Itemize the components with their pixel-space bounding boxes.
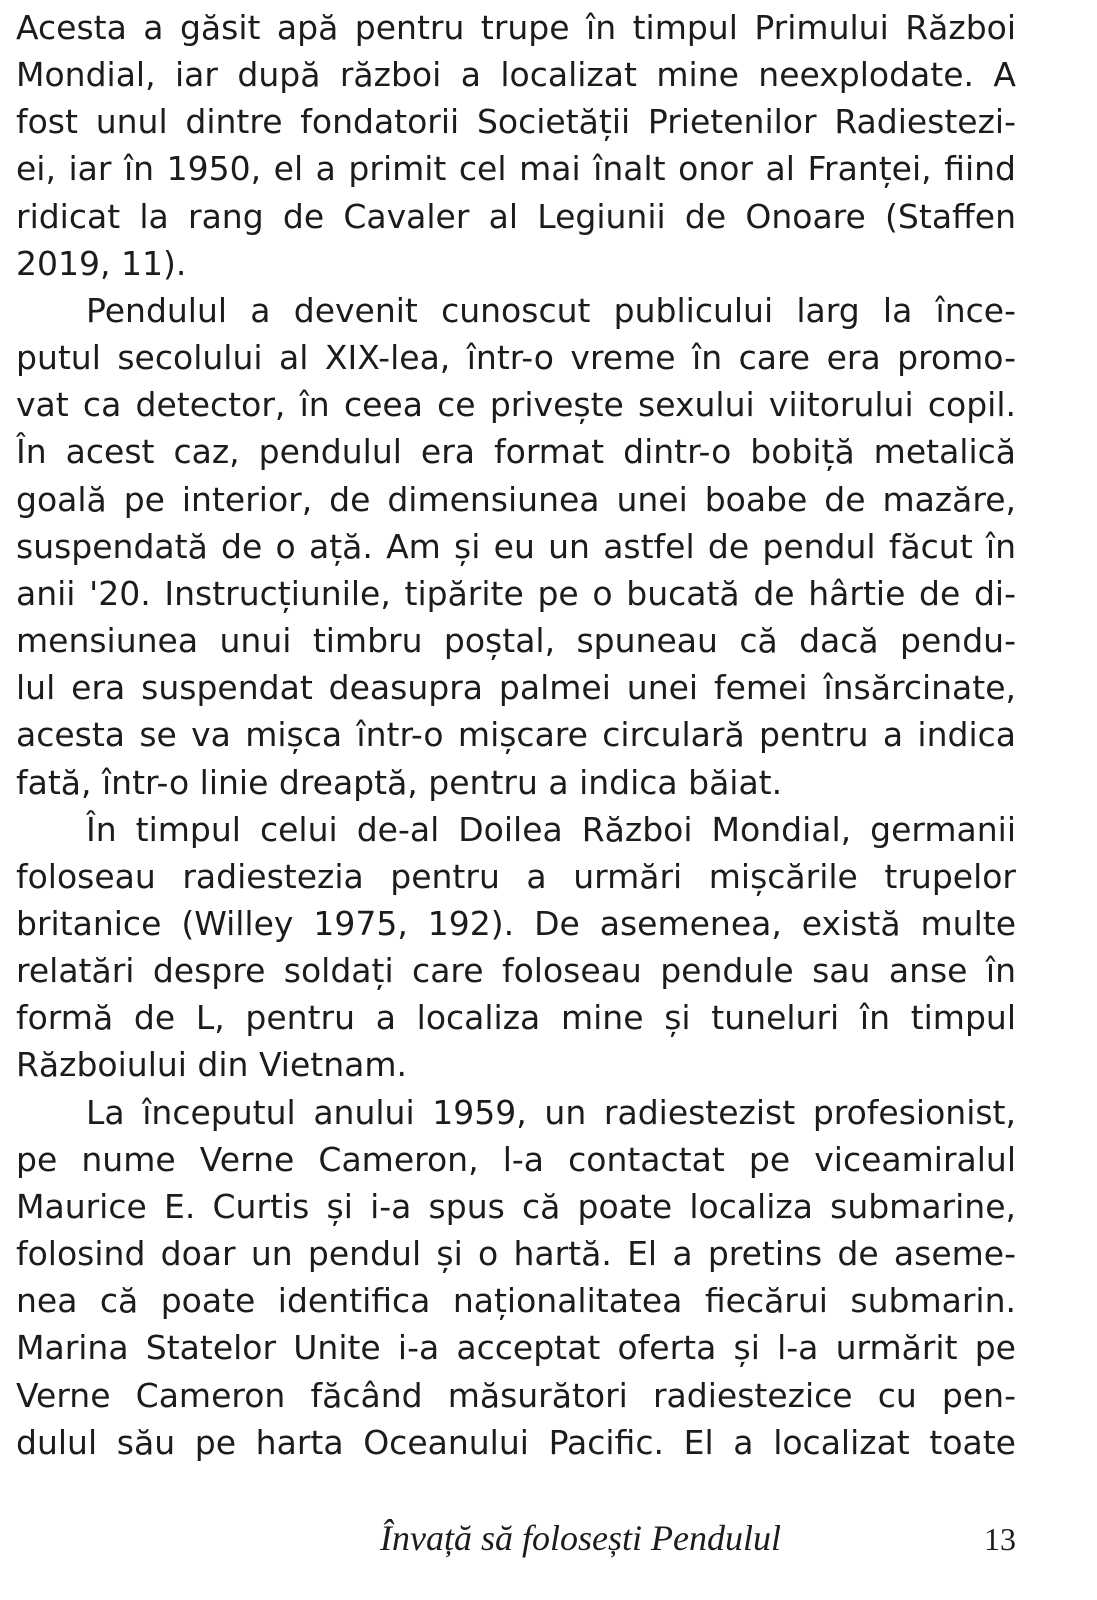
text-line: Mondial, iar după război a localizat mine neexplodate. A xyxy=(16,55,1016,95)
body-text xyxy=(16,4,1016,1466)
text-line: Verne Cameron făcând măsurători radiestezice cu pen- xyxy=(16,1375,1016,1415)
text-line: Războiului din Vietnam. xyxy=(16,1045,407,1085)
paragraph xyxy=(16,806,1016,1089)
text-line: folosind doar un pendul și o hartă. El a pretins de aseme- xyxy=(16,1234,1016,1274)
text-line: relatări despre soldați care foloseau pendule sau anse în xyxy=(16,951,1016,991)
text-line: Maurice E. Curtis și i-a spus că poate localiza submarine, xyxy=(16,1186,1016,1226)
text-line: dulul său pe harta Oceanului Pacific. El a localizat toate xyxy=(16,1422,1016,1462)
page-number: 13 xyxy=(984,1521,1016,1557)
text-line: ei, iar în 1950, el a primit cel mai înalt onor al Franței, fiind xyxy=(16,149,1016,189)
text-line: lul era suspendat deasupra palmei unei femei însărcinate, xyxy=(16,668,1016,708)
text-line: Pendulul a devenit cunoscut publicului larg la înce- xyxy=(86,290,1016,330)
paragraph xyxy=(16,287,1016,806)
paragraph xyxy=(16,1089,1016,1466)
text-line: acesta se va mișca într-o mișcare circulară pentru a indica xyxy=(16,715,1016,755)
text-line: Acesta a găsit apă pentru trupe în timpul Primului Război xyxy=(16,8,1016,47)
text-line: pe nume Verne Cameron, l-a contactat pe viceamiralul xyxy=(16,1139,1016,1179)
text-line: formă de L, pentru a localiza mine și tuneluri în timpul xyxy=(16,998,1016,1038)
text-line: anii '20. Instrucțiunile, tipărite pe o bucată de hârtie de di- xyxy=(16,573,1016,613)
text-line: suspendată de o ață. Am și eu un astfel de pendul făcut în xyxy=(16,526,1016,566)
text-line: La începutul anului 1959, un radiestezist profesionist, xyxy=(86,1092,1016,1132)
text-line: În acest caz, pendulul era format dintr-o bobiță metalică xyxy=(16,432,1016,472)
text-line: putul secolului al XIX-lea, într-o vreme în care era promo- xyxy=(16,338,1016,378)
text-line: În timpul celui de-al Doilea Război Mondial, germanii xyxy=(86,809,1016,849)
text-line: fată, într-o linie dreaptă, pentru a indica băiat. xyxy=(16,762,783,802)
text-line: 2019, 11). xyxy=(16,243,187,283)
running-footer-title: Învață să folosești Pendulul xyxy=(380,1518,781,1558)
text-line: nea că poate identifica naționalitatea fiecărui submarin. xyxy=(16,1281,1016,1321)
text-line: britanice (Willey 1975, 192). De asemenea, există multe xyxy=(16,903,1016,943)
text-line: ridicat la rang de Cavaler al Legiunii de Onoare (Staffen xyxy=(16,196,1016,236)
text-line: goală pe interior, de dimensiunea unei boabe de mazăre, xyxy=(16,479,1016,519)
text-line: fost unul dintre fondatorii Societății Prietenilor Radiestezi- xyxy=(16,102,1016,142)
text-line: Marina Statelor Unite i-a acceptat oferta și l-a urmărit pe xyxy=(16,1328,1016,1368)
text-line: mensiunea unui timbru poștal, spuneau că dacă pendu- xyxy=(16,621,1016,661)
text-line: vat ca detector, în ceea ce privește sexului viitorului copil. xyxy=(16,385,1016,425)
paragraph xyxy=(16,4,1016,287)
text-line: foloseau radiestezia pentru a urmări mișcările trupelor xyxy=(16,856,1016,896)
